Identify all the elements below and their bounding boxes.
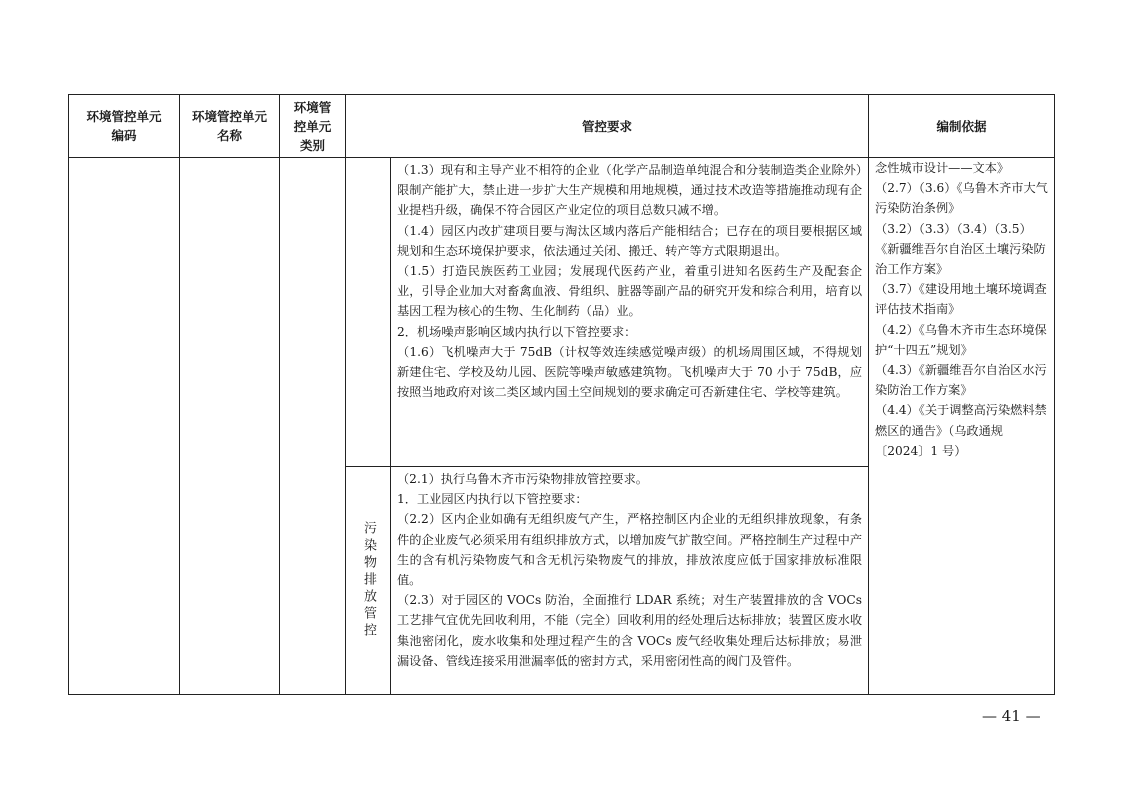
sub-category-label: 污染物排放管控 <box>361 521 376 640</box>
basis-item: （4.3）《新疆维吾尔自治区水污染防治工作方案》 <box>875 363 1047 398</box>
unit-category-cell <box>280 158 346 695</box>
requirements-cell <box>391 467 869 695</box>
requirement-item: （1.5）打造民族医药工业园；发展现代医药产业，着重引进知名医药生产及配套企业，引导企业加大对畜禽血液、骨组织、脏器等副产品的研究开发和综合利用，培育以基因工程为核心的生物、生化制药（品）业。 <box>397 264 863 319</box>
header-requirements: 管控要求 <box>346 95 869 158</box>
requirement-item: 1．工业园区内执行以下管控要求： <box>397 492 588 507</box>
basis-item: 念性城市设计——文本》 <box>875 161 1010 175</box>
requirement-item: （1.6）飞机噪声大于 75dB（计权等效连续感觉噪声级）的机场周围区域，不得规划新建住宅、学校及幼儿园、医院等噪声敏感建筑物。飞机噪声大于 70 小于 75dB，应按照当地政府对该二类区域内国土空间规划的要求确定可否新建住宅、学校等建筑。 <box>397 344 863 400</box>
header-unit-code: 环境管控单元 编码 <box>69 95 180 158</box>
requirement-item: （1.3）现有和主导产业不相符的企业（化学产品制造单纯混合和分装制造类企业除外）限制产能扩大，禁止进一步扩大生产规模和用地规模，通过技术改造等措施推动现有企业提档升级，确保不符合园区产业定位的项目总数只减不增。 <box>397 163 863 218</box>
basis-cell <box>869 158 1055 695</box>
requirement-item: （2.3）对于园区的 VOCs 防治，全面推行 LDAR 系统；对生产装置排放的含 VOCs 工艺排气宜优先回收利用，不能（完全）回收利用的经处理后达标排放；装置区废水收集池密闭化，废水收集和处理过程产生的含 VOCs 废气经收集处理后达标排放；易泄漏设备、管线连接采用泄漏率低的密封方式，采用密闭性高的阀门及管件。 <box>397 593 863 668</box>
basis-item: （3.2）（3.3）（3.4）（3.5）《新疆维吾尔自治区土壤污染防治工作方案》 <box>875 221 1046 277</box>
requirement-item: （2.2）区内企业如确有无组织废气产生，严格控制区内企业的无组织排放现象，有条件的企业废气必须采用有组织排放方式，以增加废气扩散空间。严格控制生产过程中产生的含有机污染物废气和含无机污染物废气的排放，排放浓度应低于国家排放标准限值。 <box>397 512 863 588</box>
requirement-item: 2．机场噪声影响区域内执行以下管控要求： <box>397 324 637 339</box>
basis-item: （3.7）《建设用地土壤环境调查评估技术指南》 <box>875 282 1047 317</box>
requirement-item: （1.4）园区内改扩建项目要与淘汰区域内落后产能相结合；已存在的项目要根据区域规划和生态环境保护要求，依法通过关闭、搬迁、转产等方式限期退出。 <box>397 223 863 258</box>
basis-item: （2.7）（3.6）《乌鲁木齐市大气污染防治条例》 <box>875 181 1048 216</box>
basis-item: （4.4）《关于调整高污染燃料禁燃区的通告》（乌政通规〔2024〕1 号） <box>875 403 1047 458</box>
table-header-row <box>69 95 1055 158</box>
basis-item: （4.2）《乌鲁木齐市生态环境保护“十四五”规划》 <box>875 322 1047 357</box>
sub-category-cell <box>346 158 391 467</box>
header-unit-category: 环境管 控单元 类别 <box>280 95 346 158</box>
header-basis: 编制依据 <box>869 95 1055 158</box>
requirements-cell <box>391 158 869 467</box>
unit-code-cell <box>69 158 180 695</box>
sub-category-cell <box>346 467 391 695</box>
control-requirements-table <box>68 94 1055 695</box>
unit-name-cell <box>180 158 280 695</box>
table-row <box>69 158 1055 467</box>
requirement-item: （2.1）执行乌鲁木齐市污染物排放管控要求。 <box>397 472 648 486</box>
page-number: — 41 — <box>982 707 1041 725</box>
header-unit-name: 环境管控单元 名称 <box>180 95 280 158</box>
